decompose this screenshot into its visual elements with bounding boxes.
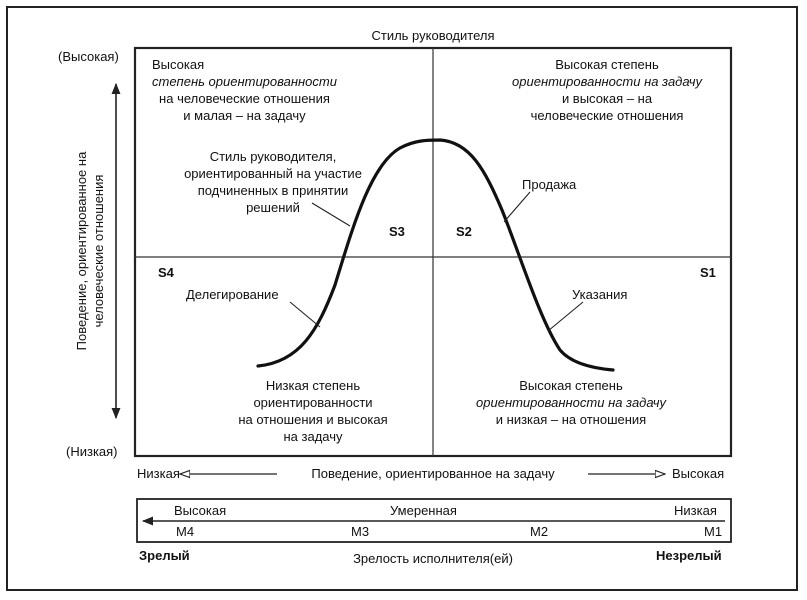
maturity-caption: Зрелость исполнителя(ей) [353, 551, 513, 566]
maturity-code-m2: M2 [530, 524, 549, 539]
quadrant-bottom-left-text: Низкая степень ориентированности на отношения и высокая на задачу [238, 378, 388, 444]
y-axis-high-label: (Высокая) [58, 49, 119, 64]
x-axis-high-label: Высокая [672, 466, 725, 481]
maturity-code-m3: M3 [351, 524, 370, 539]
maturity-code-m1: M1 [704, 524, 723, 539]
maturity-code-m4: M4 [176, 524, 195, 539]
x-axis-low-label: Низкая [137, 466, 180, 481]
maturity-moderate-label: Умеренная [390, 503, 457, 518]
maturity-mature-label: Зрелый [139, 548, 190, 563]
y-axis-low-label: (Низкая) [66, 444, 118, 459]
x-axis-label: Поведение, ориентированное на задачу [311, 466, 555, 481]
quadrant-top-right-text: Высокая степень ориентированности на задачу и высокая – на человеческие отношения [512, 57, 702, 123]
style-code-s3: S3 [389, 224, 405, 239]
style-code-s4: S4 [158, 265, 174, 280]
maturity-immature-label: Незрелый [656, 548, 722, 563]
quadrant-bottom-right-text: Высокая степень ориентированности на задачу и низкая – на отношения [476, 378, 666, 427]
y-axis-label-line1: Поведение, ориентированное на [74, 151, 89, 351]
quadrant-top-left-text: Высокая степень ориентированности на человеческие отношения и малая – на задачу [152, 57, 337, 123]
participation-style-label: Стиль руководителя, ориентированный на участие подчиненных в принятии решений [184, 149, 362, 215]
delegating-style-label: Делегирование [186, 287, 279, 302]
y-axis-label-line2: человеческие отношения [91, 174, 106, 328]
maturity-low-label: Низкая [674, 503, 717, 518]
selling-leader-line [504, 192, 530, 222]
delegating-leader-line [290, 302, 320, 327]
maturity-high-label: Высокая [174, 503, 227, 518]
telling-style-label: Указания [572, 287, 628, 302]
style-code-s2: S2 [456, 224, 472, 239]
telling-leader-line [548, 302, 583, 331]
top-title: Стиль руководителя [371, 28, 495, 43]
style-code-s1: S1 [700, 265, 716, 280]
selling-style-label: Продажа [522, 177, 577, 192]
